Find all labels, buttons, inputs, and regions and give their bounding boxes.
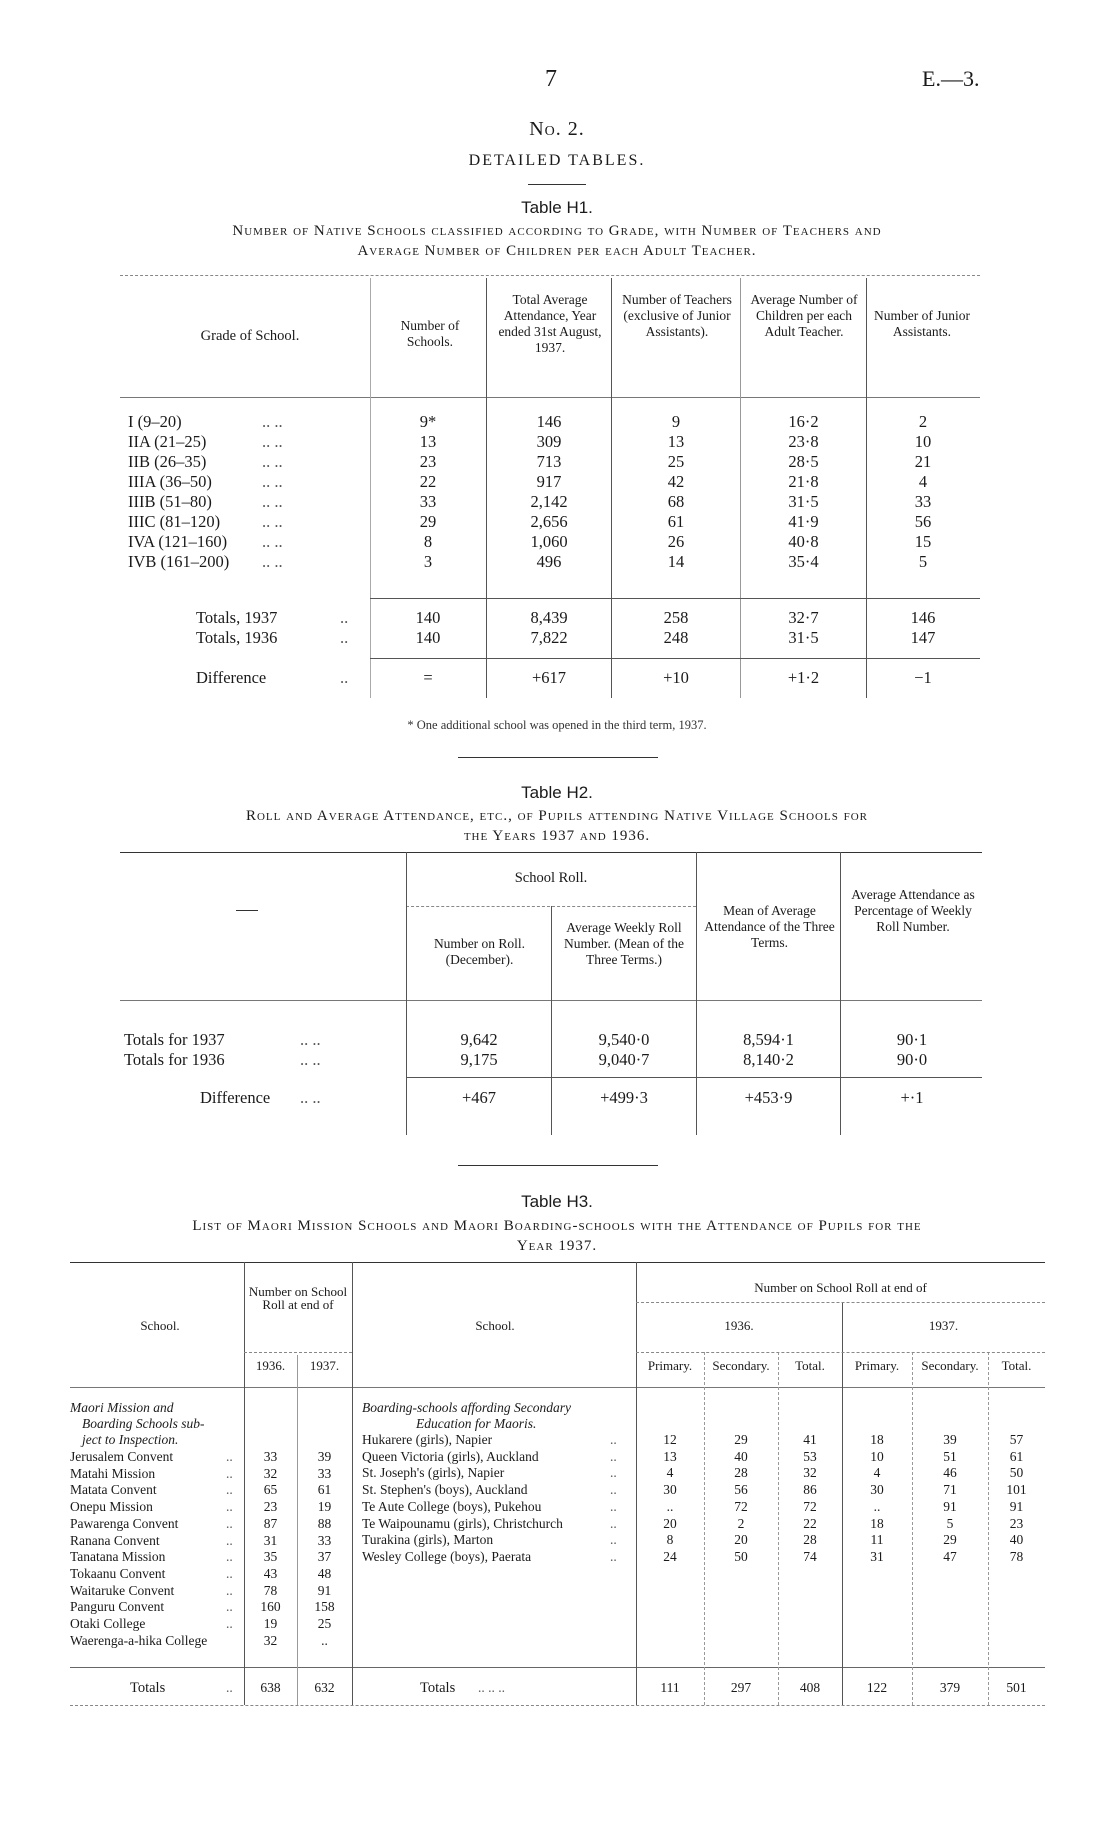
h3-right-totals-leader: .. .. .. bbox=[478, 1680, 505, 1695]
table-h2-title-line1: Roll and Average Attendance, etc., of Pupils attending Native Village Schools for bbox=[245, 808, 868, 824]
h3-right-p2: 10 bbox=[870, 1449, 884, 1464]
h3-right-t1: 41 bbox=[803, 1432, 817, 1447]
h3-left-group-line3: ject to Inspection. bbox=[82, 1432, 179, 1447]
h3-left-school: Waerenga-a-hika College bbox=[70, 1633, 208, 1648]
h3-right-col-1936: 1936. bbox=[724, 1318, 754, 1333]
h3-left-totals-label: Totals bbox=[130, 1680, 166, 1696]
h3-left-1936: 35 bbox=[263, 1549, 278, 1564]
h1-cell-schools: 22 bbox=[419, 472, 437, 491]
h3-left-1937: 37 bbox=[317, 1549, 332, 1564]
table-h3-title-line2: Year 1937. bbox=[516, 1238, 598, 1254]
h3-left-school: Matahi Mission bbox=[70, 1466, 156, 1481]
table-h3-title-line1: List of Maori Mission Schools and Maori Boarding-schools with the Attendance of Pupils for the bbox=[192, 1218, 922, 1234]
h1-row-grade: IVB (161–200) bbox=[128, 552, 230, 571]
h1-col-attendance: Total Average Attendance, Year ended 31st August, 1937. bbox=[498, 292, 602, 355]
h1-cell-avg: 23·8 bbox=[788, 432, 819, 451]
h3-right-t1: 22 bbox=[803, 1516, 817, 1531]
h3-right-t2: 61 bbox=[1009, 1449, 1024, 1464]
h3-col-primary-1936: Primary. bbox=[647, 1358, 693, 1373]
h1-total-label: Totals, 1936 bbox=[196, 628, 278, 647]
h1-row-leader: .. .. bbox=[262, 552, 283, 571]
h2-cell-weekly: 9,040·7 bbox=[598, 1050, 650, 1069]
h3-right-p1: 13 bbox=[663, 1449, 677, 1464]
h1-total-schools: 140 bbox=[415, 628, 441, 647]
h2-cell-mean: 8,594·1 bbox=[743, 1030, 794, 1049]
h3-right-s2: 51 bbox=[943, 1449, 957, 1464]
h1-cell-attendance: 146 bbox=[536, 412, 562, 431]
h3-right-leader: .. bbox=[610, 1549, 617, 1564]
h1-cell-attendance: 917 bbox=[536, 472, 562, 491]
h3-right-p1: 20 bbox=[663, 1516, 677, 1531]
h3-left-1936: 160 bbox=[260, 1599, 281, 1614]
h3-left-leader: .. bbox=[226, 1449, 233, 1464]
h3-right-group-line2: Education for Maoris. bbox=[416, 1416, 537, 1431]
h2-row-label: Totals for 1937 bbox=[124, 1030, 225, 1049]
h3-right-p2: 18 bbox=[870, 1516, 884, 1531]
h1-total-leader: .. bbox=[340, 608, 349, 627]
h3-right-s1: 72 bbox=[734, 1499, 748, 1514]
h1-total-attendance: 8,439 bbox=[530, 608, 568, 627]
h1-cell-avg: 40·8 bbox=[788, 532, 819, 551]
h3-right-t2: 23 bbox=[1009, 1516, 1024, 1531]
h1-difference-label: Difference bbox=[196, 668, 267, 687]
h3-right-total-t1: 408 bbox=[799, 1680, 821, 1695]
h3-left-1936: 32 bbox=[263, 1466, 278, 1481]
h3-left-school: Jerusalem Convent bbox=[70, 1449, 174, 1464]
h3-right-group-line1: Boarding-schools affording Secondary bbox=[362, 1400, 571, 1415]
h1-cell-junior: 56 bbox=[914, 512, 932, 531]
h3-right-totals-label: Totals bbox=[420, 1680, 456, 1696]
h1-cell-schools: 29 bbox=[419, 512, 437, 531]
h1-cell-teachers: 25 bbox=[667, 452, 685, 471]
h3-right-total-s2: 379 bbox=[939, 1680, 961, 1695]
h1-cell-junior: 33 bbox=[914, 492, 932, 511]
h3-left-group-line1: Maori Mission and bbox=[70, 1400, 174, 1415]
h1-row-leader: .. .. bbox=[262, 452, 283, 471]
h1-total-attendance: 7,822 bbox=[530, 628, 568, 647]
table-h1-label: Table H1. bbox=[521, 198, 593, 217]
h3-col-secondary-1937: Secondary. bbox=[921, 1358, 979, 1373]
h3-left-1937: 33 bbox=[317, 1466, 332, 1481]
h3-left-leader: .. bbox=[226, 1549, 233, 1564]
h3-right-total-p1: 111 bbox=[660, 1680, 680, 1695]
h3-left-1937: .. bbox=[321, 1633, 328, 1648]
h1-total-schools: 140 bbox=[415, 608, 441, 627]
table-h2-title-line2: the Years 1937 and 1936. bbox=[463, 828, 651, 844]
h3-right-school: Queen Victoria (girls), Auckland bbox=[362, 1449, 539, 1464]
h3-right-total-p2: 122 bbox=[866, 1680, 888, 1695]
h3-left-school: Otaki College bbox=[70, 1616, 146, 1631]
h3-left-leader: .. bbox=[226, 1482, 233, 1497]
h1-row-grade: IVA (121–160) bbox=[128, 532, 228, 551]
h3-left-1937: 91 bbox=[317, 1583, 332, 1598]
h3-col-total-1937: Total. bbox=[1001, 1358, 1032, 1373]
h3-left-leader: .. bbox=[226, 1516, 233, 1531]
h1-total-leader: .. bbox=[340, 628, 349, 647]
h1-difference-leader: .. bbox=[340, 668, 349, 687]
h1-cell-schools: 8 bbox=[423, 532, 433, 551]
h3-left-1937: 33 bbox=[317, 1533, 332, 1548]
table-h2-label: Table H2. bbox=[521, 783, 593, 802]
h1-cell-teachers: 68 bbox=[667, 492, 685, 511]
h3-right-leader: .. bbox=[610, 1432, 617, 1447]
h3-right-s2: 29 bbox=[943, 1532, 957, 1547]
h3-right-p1: .. bbox=[666, 1499, 674, 1514]
h3-right-t1: 32 bbox=[803, 1465, 817, 1480]
h1-cell-schools: 33 bbox=[419, 492, 437, 511]
h1-cell-attendance: 2,142 bbox=[530, 492, 568, 511]
h3-left-total-1936: 638 bbox=[260, 1680, 281, 1695]
h1-total-avg: 32·7 bbox=[788, 608, 819, 627]
h3-left-leader: .. bbox=[226, 1583, 233, 1598]
h3-left-1936: 43 bbox=[263, 1566, 278, 1581]
h3-left-col-1937: 1937. bbox=[309, 1358, 340, 1373]
h3-right-s2: 46 bbox=[943, 1465, 957, 1480]
h3-right-s1: 28 bbox=[734, 1465, 748, 1480]
h1-row-grade: IIB (26–35) bbox=[128, 452, 207, 471]
h1-cell-attendance: 2,656 bbox=[530, 512, 568, 531]
h3-left-total-1937: 632 bbox=[314, 1680, 335, 1695]
h1-cell-junior: 5 bbox=[918, 552, 928, 571]
h3-left-1937: 158 bbox=[314, 1599, 335, 1614]
h1-total-teachers: 258 bbox=[663, 608, 689, 627]
h3-right-s2: 47 bbox=[943, 1549, 957, 1564]
h2-cell-roll: 9,175 bbox=[460, 1050, 498, 1069]
h1-cell-avg: 16·2 bbox=[788, 412, 819, 431]
h1-cell-teachers: 61 bbox=[667, 512, 685, 531]
section-number: No. 2. bbox=[529, 118, 585, 140]
h3-left-leader: .. bbox=[226, 1466, 233, 1481]
h3-right-total-s1: 297 bbox=[730, 1680, 752, 1695]
table-h1-title-line2: Average Number of Children per each Adult Teacher. bbox=[357, 243, 757, 259]
h3-right-s1: 20 bbox=[734, 1532, 748, 1547]
h3-right-s1: 2 bbox=[737, 1516, 745, 1531]
h1-cell-attendance: 713 bbox=[536, 452, 562, 471]
h3-right-s1: 40 bbox=[734, 1449, 748, 1464]
h1-cell-schools: 23 bbox=[419, 452, 437, 471]
h1-cell-junior: 2 bbox=[918, 412, 928, 431]
h1-cell-avg: 21·8 bbox=[788, 472, 819, 491]
h3-left-1936: 78 bbox=[263, 1583, 278, 1598]
h1-cell-teachers: 42 bbox=[667, 472, 685, 491]
h3-left-school: Waitaruke Convent bbox=[70, 1583, 175, 1598]
h2-col-weekly: Average Weekly Roll Number. (Mean of the Three Terms.) bbox=[564, 920, 684, 967]
h2-col-mean: Mean of Average Attendance of the Three Terms. bbox=[704, 903, 835, 950]
h3-left-1936: 87 bbox=[263, 1516, 278, 1531]
h3-right-s2: 71 bbox=[943, 1482, 957, 1497]
h1-cell-attendance: 309 bbox=[536, 432, 562, 451]
h3-col-primary-1937: Primary. bbox=[854, 1358, 900, 1373]
h1-cell-avg: 35·4 bbox=[788, 552, 819, 571]
h1-total-junior: 147 bbox=[910, 628, 936, 647]
h1-row-leader: .. .. bbox=[262, 412, 283, 431]
h1-col-avg-children: Average Number of Children per each Adult Teacher. bbox=[750, 292, 858, 339]
h1-row-leader: .. .. bbox=[262, 512, 283, 531]
h1-diff-junior: −1 bbox=[914, 668, 932, 687]
h2-row-leader: .. .. bbox=[300, 1050, 321, 1069]
h3-right-leader: .. bbox=[610, 1532, 617, 1547]
h3-right-p1: 12 bbox=[663, 1432, 677, 1447]
h3-right-school: Wesley College (boys), Paerata bbox=[362, 1549, 532, 1564]
h1-col-schools: Number of Schools. bbox=[400, 318, 460, 349]
h3-right-t1: 28 bbox=[803, 1532, 817, 1547]
h1-diff-teachers: +10 bbox=[663, 668, 689, 687]
h2-row-label: Totals for 1936 bbox=[124, 1050, 225, 1069]
table-h1-title-line1: Number of Native Schools classified according to Grade, with Number of Teachers and bbox=[232, 223, 882, 239]
h3-left-school: Matata Convent bbox=[70, 1482, 157, 1497]
h1-cell-schools: 13 bbox=[419, 432, 437, 451]
h1-cell-avg: 28·5 bbox=[788, 452, 819, 471]
h2-diff-pct: +·1 bbox=[900, 1088, 924, 1107]
h1-footnote: * One additional school was opened in the third term, 1937. bbox=[407, 718, 707, 732]
h3-left-1937: 25 bbox=[317, 1616, 332, 1631]
h1-cell-avg: 31·5 bbox=[788, 492, 819, 511]
h2-col-percentage: Average Attendance as Percentage of Weekly Roll Number. bbox=[851, 887, 975, 934]
h3-right-p2: 18 bbox=[870, 1432, 884, 1447]
h3-right-t1: 53 bbox=[803, 1449, 817, 1464]
h3-right-p1: 4 bbox=[666, 1465, 674, 1480]
h2-cell-roll: 9,642 bbox=[460, 1030, 498, 1049]
table-h3-label: Table H3. bbox=[521, 1192, 593, 1211]
h3-right-school: Te Aute College (boys), Pukehou bbox=[362, 1499, 542, 1514]
h3-left-leader: .. bbox=[226, 1499, 233, 1514]
h1-total-label: Totals, 1937 bbox=[196, 608, 278, 627]
h1-row-leader: .. .. bbox=[262, 532, 283, 551]
h3-left-1936: 32 bbox=[263, 1633, 278, 1648]
document-code: E.—3. bbox=[922, 66, 980, 91]
h1-col-teachers: Number of Teachers (exclusive of Junior Assistants). bbox=[622, 292, 732, 339]
h1-cell-teachers: 26 bbox=[667, 532, 685, 551]
h1-cell-schools: 3 bbox=[423, 552, 433, 571]
h1-cell-junior: 21 bbox=[914, 452, 932, 471]
h1-total-junior: 146 bbox=[910, 608, 936, 627]
h3-right-school: Te Waipounamu (girls), Christchurch bbox=[362, 1516, 563, 1531]
h3-right-p2: 4 bbox=[873, 1465, 881, 1480]
h3-left-1937: 19 bbox=[317, 1499, 332, 1514]
h1-diff-attendance: +617 bbox=[531, 668, 567, 687]
h1-cell-attendance: 1,060 bbox=[530, 532, 568, 551]
h2-cell-weekly: 9,540·0 bbox=[598, 1030, 650, 1049]
h1-row-grade: I (9–20) bbox=[128, 412, 182, 431]
h3-right-leader: .. bbox=[610, 1449, 617, 1464]
h3-right-school: Hukarere (girls), Napier bbox=[362, 1432, 493, 1447]
h3-right-p2: .. bbox=[873, 1499, 881, 1514]
h3-left-totals-leader: .. bbox=[226, 1680, 233, 1695]
h1-row-grade: IIIA (36–50) bbox=[128, 472, 212, 491]
h2-group-school-roll: School Roll. bbox=[514, 870, 588, 886]
page-number: 7 bbox=[545, 66, 557, 92]
h3-left-leader: .. bbox=[226, 1566, 233, 1581]
h3-right-s1: 50 bbox=[734, 1549, 748, 1564]
h3-right-t1: 72 bbox=[803, 1499, 817, 1514]
h3-right-t2: 57 bbox=[1009, 1432, 1024, 1447]
h3-left-col-1936: 1936. bbox=[255, 1358, 286, 1373]
h3-right-total-t2: 501 bbox=[1006, 1680, 1027, 1695]
h3-left-school: Ranana Convent bbox=[70, 1533, 160, 1548]
h3-left-1936: 23 bbox=[263, 1499, 278, 1514]
h2-difference-label: Difference bbox=[200, 1088, 271, 1107]
h3-right-leader: .. bbox=[610, 1516, 617, 1531]
h3-right-t1: 74 bbox=[803, 1549, 817, 1564]
h2-cell-pct: 90·1 bbox=[896, 1030, 928, 1049]
h1-col-junior: Number of Junior Assistants. bbox=[874, 308, 970, 339]
h3-left-1937: 61 bbox=[317, 1482, 332, 1497]
section-title: DETAILED TABLES. bbox=[468, 152, 646, 169]
h3-right-t2: 101 bbox=[1006, 1482, 1027, 1497]
h3-left-1937: 88 bbox=[317, 1516, 332, 1531]
h1-cell-junior: 4 bbox=[918, 472, 928, 491]
h1-row-grade: IIIB (51–80) bbox=[128, 492, 212, 511]
h3-left-1936: 33 bbox=[263, 1449, 278, 1464]
h1-row-grade: IIIC (81–120) bbox=[128, 512, 221, 531]
h1-cell-avg: 41·9 bbox=[788, 512, 819, 531]
h2-diff-mean: +453·9 bbox=[744, 1088, 793, 1107]
h3-right-s1: 29 bbox=[734, 1432, 748, 1447]
h3-left-leader: .. bbox=[226, 1599, 233, 1614]
h3-right-leader: .. bbox=[610, 1499, 617, 1514]
h3-left-col-school: School. bbox=[140, 1318, 180, 1333]
h1-cell-junior: 10 bbox=[914, 432, 932, 451]
h3-right-t2: 40 bbox=[1009, 1532, 1024, 1547]
h3-right-p2: 30 bbox=[870, 1482, 884, 1497]
h3-left-leader: .. bbox=[226, 1533, 233, 1548]
h3-right-t2: 50 bbox=[1009, 1465, 1024, 1480]
h1-col-grade: Grade of School. bbox=[200, 328, 300, 344]
h1-cell-teachers: 13 bbox=[667, 432, 685, 451]
h2-difference-leader: .. .. bbox=[300, 1088, 321, 1107]
h3-right-s2: 5 bbox=[946, 1516, 954, 1531]
h3-right-t1: 86 bbox=[803, 1482, 817, 1497]
h2-col-roll: Number on Roll. (December). bbox=[433, 936, 526, 967]
h3-right-s2: 39 bbox=[943, 1432, 957, 1447]
h2-row-leader: .. .. bbox=[300, 1030, 321, 1049]
h3-col-total-1936: Total. bbox=[795, 1358, 825, 1373]
h3-right-col-roll: Number on School Roll at end of bbox=[754, 1280, 927, 1295]
h2-cell-pct: 90·0 bbox=[896, 1050, 928, 1069]
h1-cell-schools: 9* bbox=[419, 412, 437, 431]
h3-left-1937: 39 bbox=[317, 1449, 332, 1464]
h3-right-p2: 31 bbox=[870, 1549, 884, 1564]
h1-row-leader: .. .. bbox=[262, 492, 283, 511]
h2-diff-roll: +467 bbox=[461, 1088, 497, 1107]
h3-col-secondary-1936: Secondary. bbox=[712, 1358, 770, 1373]
h3-left-1937: 48 bbox=[317, 1566, 332, 1581]
h3-left-school: Pawarenga Convent bbox=[70, 1516, 179, 1531]
h3-right-leader: .. bbox=[610, 1465, 617, 1480]
h2-diff-weekly: +499·3 bbox=[600, 1088, 648, 1107]
h1-cell-teachers: 14 bbox=[667, 552, 685, 571]
h1-diff-schools: = bbox=[423, 668, 433, 687]
h3-left-school: Onepu Mission bbox=[70, 1499, 153, 1514]
h3-left-school: Panguru Convent bbox=[70, 1599, 165, 1614]
h3-right-col-school: School. bbox=[475, 1318, 515, 1333]
h3-left-1936: 65 bbox=[263, 1482, 278, 1497]
h3-right-col-1937: 1937. bbox=[928, 1318, 959, 1333]
h1-diff-avg: +1·2 bbox=[787, 668, 820, 687]
h3-left-school: Tokaanu Convent bbox=[70, 1566, 166, 1581]
h3-right-t2: 78 bbox=[1009, 1549, 1024, 1564]
h1-total-avg: 31·5 bbox=[788, 628, 819, 647]
h1-row-leader: .. .. bbox=[262, 472, 283, 491]
h3-right-s2: 91 bbox=[943, 1499, 957, 1514]
h3-left-school: Tanatana Mission bbox=[70, 1549, 166, 1564]
h3-right-t2: 91 bbox=[1009, 1499, 1024, 1514]
h3-right-s1: 56 bbox=[734, 1482, 748, 1497]
h3-right-p1: 30 bbox=[663, 1482, 677, 1497]
h1-cell-junior: 15 bbox=[914, 532, 932, 551]
h1-row-grade: IIA (21–25) bbox=[128, 432, 207, 451]
h3-right-school: St. Stephen's (boys), Auckland bbox=[362, 1482, 528, 1497]
h1-row-leader: .. .. bbox=[262, 432, 283, 451]
h1-cell-attendance: 496 bbox=[536, 552, 562, 571]
h1-cell-teachers: 9 bbox=[671, 412, 681, 431]
h3-right-school: Turakina (girls), Marton bbox=[362, 1532, 494, 1547]
h3-left-leader: .. bbox=[226, 1616, 233, 1631]
h3-right-school: St. Joseph's (girls), Napier bbox=[362, 1465, 505, 1480]
h3-left-col-roll: Number on School Roll at end of bbox=[248, 1284, 348, 1312]
h1-total-teachers: 248 bbox=[663, 628, 689, 647]
h3-right-leader: .. bbox=[610, 1482, 617, 1497]
h2-cell-mean: 8,140·2 bbox=[743, 1050, 794, 1069]
h3-left-1936: 19 bbox=[263, 1616, 278, 1631]
h3-left-group-line2: Boarding Schools sub- bbox=[82, 1416, 205, 1431]
h3-right-p1: 24 bbox=[663, 1549, 677, 1564]
h3-left-1936: 31 bbox=[263, 1533, 278, 1548]
h3-right-p2: 11 bbox=[870, 1532, 884, 1547]
h3-right-p1: 8 bbox=[666, 1532, 674, 1547]
